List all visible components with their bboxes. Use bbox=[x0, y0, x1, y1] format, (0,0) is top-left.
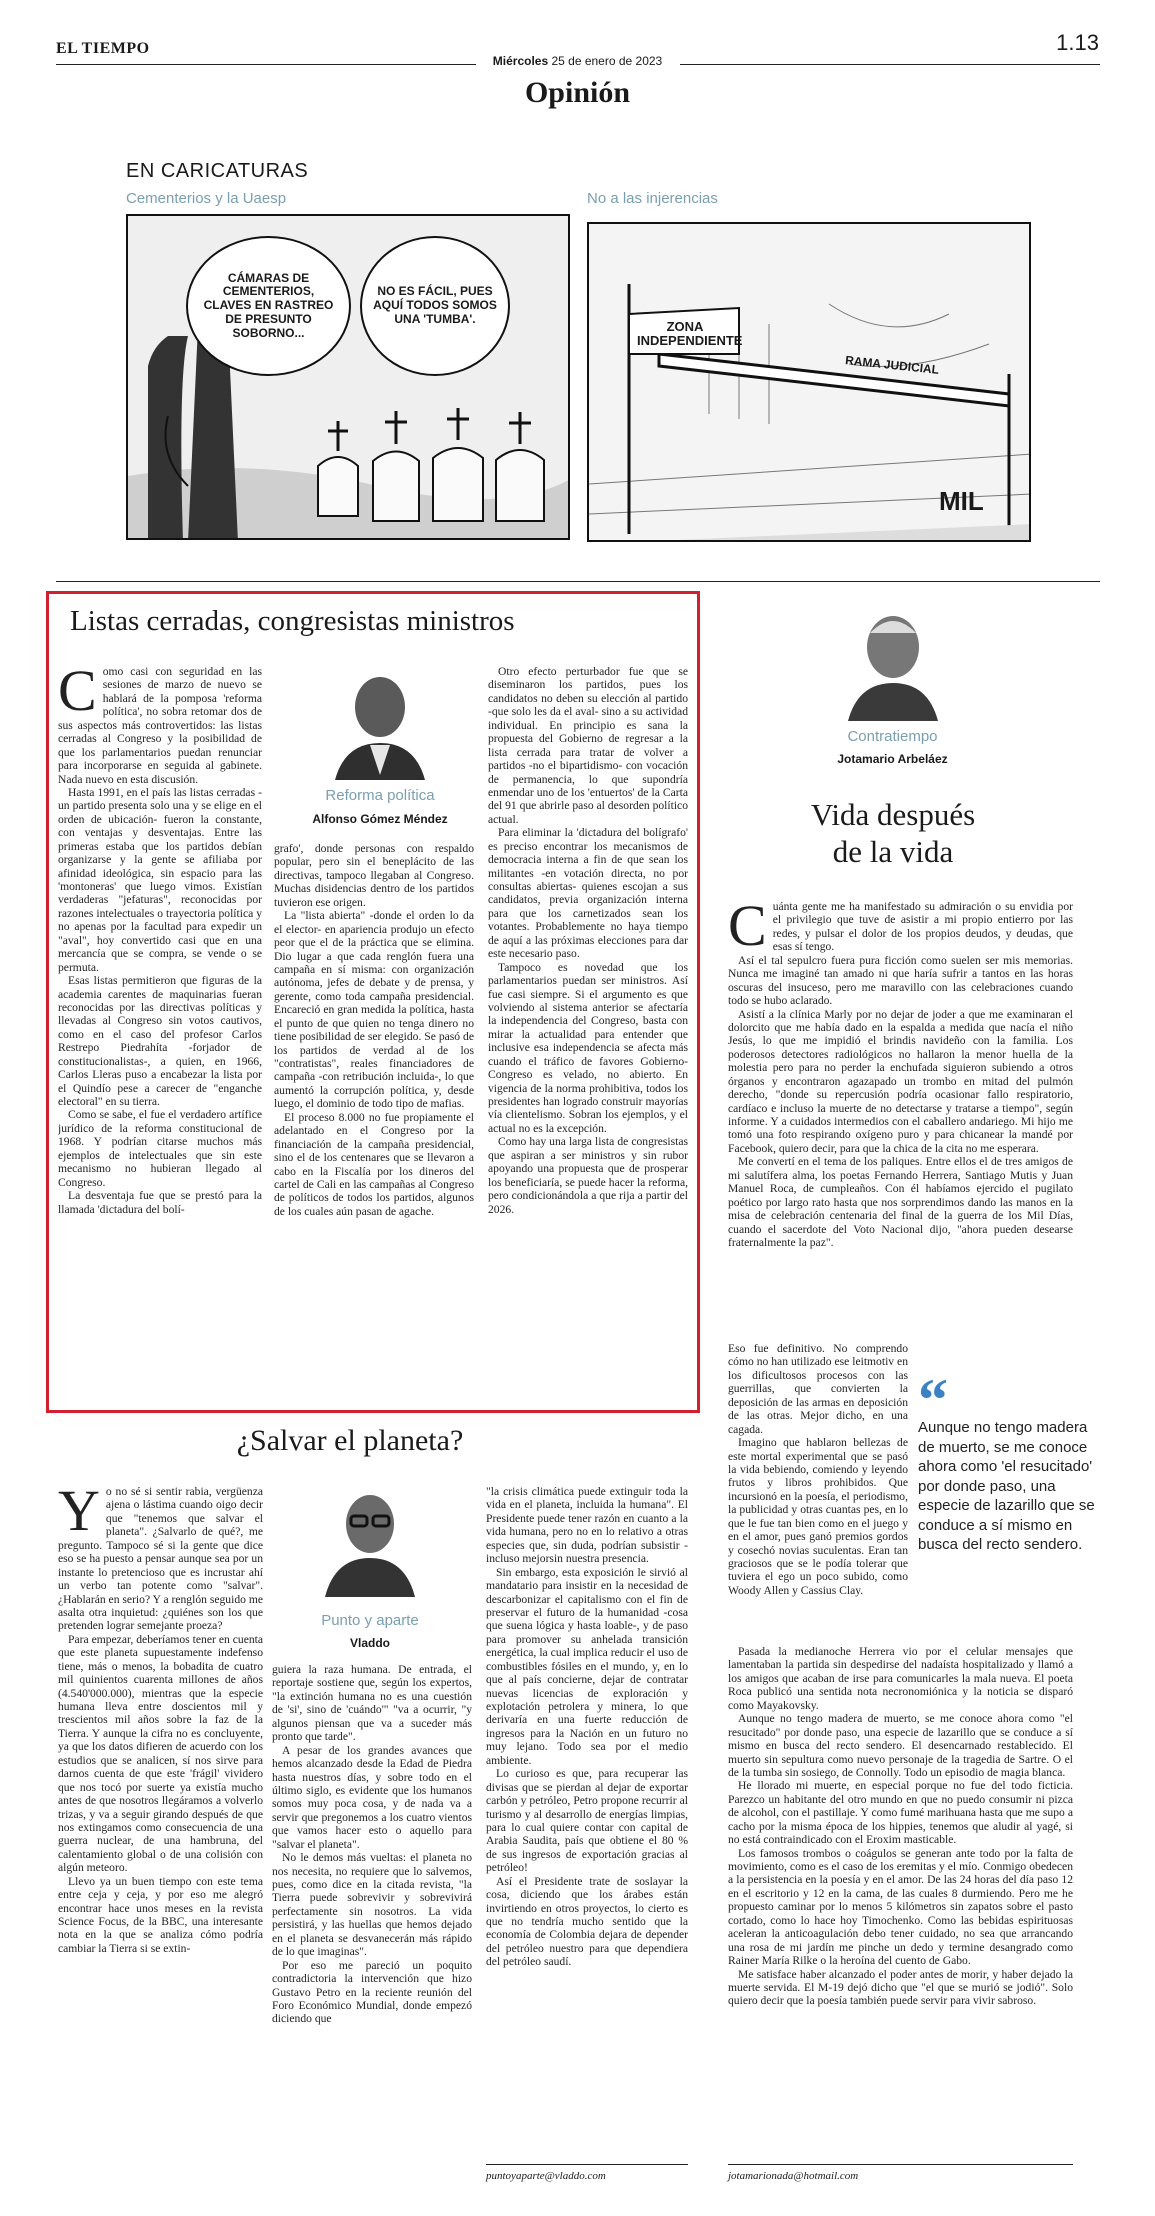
cartoonist-signature: MIL bbox=[939, 486, 984, 516]
article3-narrow-text bbox=[728, 1342, 908, 1642]
article3-paragraph: He llorado mi muerte, en especial porque no fue del todo ficticia. Parezco un habitante del otro mundo en que no puedo consumir ni pizca de alcohol, con el pastillaje. Y como fumé marihuana hasta que me supo a cacho por la misma época de los hippies, tenemos que aludir al yagé, si no está contraindicado con el Eroxim masticable. bbox=[728, 1779, 1073, 1847]
article3-bottom-text bbox=[728, 1645, 1073, 2161]
author-photo-arbelaez bbox=[838, 603, 948, 721]
article3-paragraph: uánta gente me ha manifestado su admiración o su envidia por el privilegio que tuve de asistir a mi propio entierro por las redes, y pulsar el dolor de los propios deudos, y deudas, que esas sí tengo. bbox=[772, 900, 1073, 954]
article3-title-line2: de la vida bbox=[832, 834, 954, 870]
article1-author: Alfonso Gómez Méndez bbox=[312, 812, 448, 826]
article3-paragraph: Aunque no tengo madera de muerto, se me conoce ahora como "el resucitado" por donde paso, una especie de lazarillo que se conduce a sí mismo en busca del recto sendero. El desencarnado restablecido. El muerto sin sepultura como nuevo personaje de la tragedia de Sartre. O el de la tumba sin sosiego, de Connolly. Todo un episodio de magia blanca. bbox=[728, 1712, 1073, 1779]
article2-title: ¿Salvar el planeta? bbox=[236, 1424, 464, 1457]
article3-top-text bbox=[728, 900, 1073, 1342]
article2-column-1 bbox=[58, 1485, 263, 2175]
article3-paragraph: Imagino que hablaron bellezas de este mortal experimental que se pasó la vida bebiendo, comiendo y leyendo frutos y libros prohibidos. Que incursionó en la poesía, el periodismo, la publicidad y otras cuantas pes, en lo que le fue tan bien como en el juego y en el amor, pues ganó premios gordos y cosechó novias suculentas. Eran tan graciosos que se le podía tolerar que tuviera el ego un poco subido, como Woody Allen y Cassius Clay. bbox=[728, 1436, 908, 1597]
article1-paragraph: omo casi con seguridad en las sesiones de marzo de nuevo se hablará de la pomposa 'reforma política', no sobra retomar dos de sus aspectos más controvertidos: las listas cerradas al Congreso y la posibilidad de que los parlamentarios puedan renunciar para incorporarse en seguida al gabinete. Nada nuevo en esta discusión. bbox=[58, 665, 262, 786]
barrier-label: RAMA JUDICIAL bbox=[844, 353, 940, 377]
article2-email[interactable]: puntoyaparte@vladdo.com bbox=[486, 2170, 606, 2182]
article1-paragraph: El proceso 8.000 no fue propiamente el adelantado en el Congreso por la financiación de la campaña presidencial, sino el de los centenares que se llevaron a cabo en la Fiscalía por los dineros del cartel de Cali en las campañas al Congreso de políticos de todos los partidos, algunos de los cuales aún pasan de agache. bbox=[274, 1110, 474, 1218]
article1-paragraph: Para eliminar la 'dictadura del bolígrafo' es preciso encontrar los mecanismos de democracia interna a fin de que sean los militantes -en votación directa, no por consultas abiertas- quienes escojan a sus candidatos, previa organización interna para que los carnetizados sean los votantes. Probablemente no haya tiempo de aquí a las próximas elecciones para dar este necesario paso. bbox=[488, 826, 688, 961]
caricaturas-title: EN CARICATURAS bbox=[126, 160, 309, 182]
article3-title bbox=[728, 796, 1058, 870]
portrait-drawing bbox=[325, 665, 435, 780]
article2-paragraph: Llevo ya un buen tiempo con este tema entre ceja y ceja, y por eso me alegró encontrar hace unos meses en la revista Science Focus, de la BBC, una interesante nota en la que se analiza cómo podría cambiar la Tierra si se extin- bbox=[58, 1874, 263, 1955]
article2-section-label: Punto y aparte bbox=[321, 1612, 419, 1629]
article3-paragraph: Asistí a la clínica Marly por no dejar de joder a que me examinaran el dolorcito que me había dado en la espalda a medida que nacía el niño Jesús, lo que me impidió el brindis navideño con la familia. Los poderosos detectores radiológicos no hallaron la menor huella de la molestia pero para no perder la enchufada siguieron subiendo a otros órganos y encontraron agazapado un trombo en mitad del pulmón derecho, "donde su repercusión podría ocasionar fallo respiratorio, cardíaco e incluso la muerte de no detectarse y tratarse a tiempo", según informe. Y a cuidados intermedios con el caballero andariego. Mi hijo me tomó una foto respirando oxígeno puro y para chicanear la mandé por Facebook, quiero decir, para que la chica de la cita no me esperara. bbox=[728, 1007, 1073, 1155]
article2-paragraph: Para empezar, deberíamos tener en cuenta que este planeta supuestamente indefenso tiene, más o menos, la bobadita de cuatro mil quinientos cuarenta millones de años (4.540'000.000), mientras que la especie humana lleva entre doscientos mil y trescientos mil años sobre la faz de la Tierra. Y aunque la cifra no es concluyente, ya que los datos difieren de acuerdo con los estudios que se analicen, sí nos sirve para darnos cuenta de que este 'frágil' vividero que nos tocó por suerte ya existía mucho antes de que nosotros llegáramos a volverlo trizas, y va a seguir girando después de que nos extingamos como consecuencia de una guerra nuclear, de una hambruna, del calentamiento global o de una colisión con algún meteoro. bbox=[58, 1632, 263, 1875]
article2-paragraph: guiera la raza humana. De entrada, el reportaje sostiene que, según los expertos, "la extinción humana no es una cuestión de 'si', sino de 'cuándo'" "va a ocurrir, "y algunos piensan que va a suceder más pronto que tarde". bbox=[272, 1663, 472, 1744]
portrait-drawing bbox=[838, 603, 948, 721]
article3-title-line1: Vida después bbox=[810, 797, 976, 832]
article2-paragraph: A pesar de los grandes avances que hemos alcanzado desde la Edad de Piedra hasta nuestros días, y sobre todo en el último siglo, es evidente que los humanos somos muy poca cosa, y de nada va a servir que pregonemos a los cuatro vientos que vamos hacer esto o aquello para "salvar el planeta". bbox=[272, 1743, 472, 1851]
article2-paragraph: Lo curioso es que, para recuperar las divisas que se pierdan al dejar de exportar carbón y petróleo, Petro propone recurrir al turismo y al desarrollo de energías limpias, para lo cual quiere contar con capital de Arabia Saudita, país que obtiene el 80 % de sus ingresos de exportación gracias al petróleo! bbox=[486, 1767, 688, 1875]
article1-paragraph: Esas listas permitieron que figuras de la academia carentes de maquinarias fueran reconocidas por las directivas políticas y llevadas al Congreso sin votos cautivos, como en el caso del profesor Carlos Restrepo Piedrahíta -forjador de constitucionalistas-, a quien, en 1966, Carlos Lleras puso a encabezar la lista por el Quindío pese a carecer de "enganche electoral" en su tierra. bbox=[58, 974, 262, 1108]
newspaper-brand: EL TIEMPO bbox=[56, 40, 150, 57]
cartoon-right-caption: No a las injerencias bbox=[587, 190, 718, 207]
article2-paragraph: Por eso me pareció un poquito contradictoria la intervención que hizo Gustavo Petro en la reciente reunión del Foro Económico Mundial, donde empezó diciendo que bbox=[272, 1958, 472, 2026]
header-rule-left bbox=[56, 64, 476, 65]
portrait-drawing bbox=[315, 1482, 425, 1597]
article3-paragraph: Los famosos trombos o coágulos se generan ante todo por la falta de movimiento, como es el caso de los eremitas y el mío. Conmigo obedecen a la persistencia en la poesía y en el amor. De las 24 horas del día paso 12 en el escritorio y 12 en la cama, de las cuales 8 durmiendo. Pero me he propuesto caminar por lo menos 5 kilómetros sin zapatos sobre el pasto cortado, como lo hace hoy Timochenko. Como las bebidas espirituosas aceleran la anticoagulación debo tener cuidado, no sea que arrancando una rosa de mi jardín me pinche un dedo y termine desangrado como Rainer María Rilke o la heroína del cuento de Gabo. bbox=[728, 1846, 1073, 1968]
article2-column-3 bbox=[486, 1485, 688, 2160]
dropcap-c: C bbox=[58, 665, 97, 723]
article1-paragraph: grafo', donde personas con respaldo popular, pero sin el beneplácito de las directivas, tampoco llegaban al Congreso. Muchas disidencias dentro de los partidos tuvieron ese origen. bbox=[274, 842, 474, 909]
article3-paragraph: Me convertí en el tema de los paliques. Entre ellos el de tres amigos de mi salutífera alma, los poetas Fernando Herrera, Santiago Mutis y Juan Manuel Roca, de cumpleaños. Con él habíamos ejercido el pugilato poético por largo rato hasta que nos sorprendimos dando las manos en la misa de celebración centenaria del final de la guerra de los Mil Días, cuando el sacerdote del Voto Nacional dijo, "ahora pueden desearse fraternalmente la paz". bbox=[728, 1155, 1073, 1249]
article3-paragraph: Eso fue definitivo. No comprendo cómo no han utilizado ese leitmotiv en los dificultosos procesos con las guerrillas, que convierten la deposición de las armas en deposición de las otras. Mejor dicho, en una cagada. bbox=[728, 1342, 908, 1436]
article1-paragraph: La desventaja fue que se prestó para la llamada 'dictadura del bolí- bbox=[58, 1189, 262, 1216]
article3-section-label: Contratiempo bbox=[847, 728, 938, 745]
article3-email[interactable]: jotamarionada@hotmail.com bbox=[728, 2170, 859, 2182]
speech-bubble-1: CÁMARAS DE CEMENTERIOS, CLAVES EN RASTREO DE PRESUNTO SOBORNO... bbox=[186, 236, 351, 376]
article1-paragraph: Hasta 1991, en el país las listas cerradas -un partido presenta solo una y se elige en el orden de ubicación- fueron la constante, con ventajas y desventajas. Entre las primeras estaba que los partidos debían organizarse y la gente se afiliaba por afinidad ideológica, sin espacio para las 'montoneras' que luego vimos. Existían verdaderas "jefaturas", reconocidas por razones intelectuales o trayectoria política y no apenas por la facultad para expedir un "aval", hoy convertido casi que en una mercancía que se compra, se vende o se permuta. bbox=[58, 785, 262, 974]
article2-paragraph: "la crisis climática puede extinguir toda la vida en el planeta, incluida la humana". El Presidente puede tener razón en cuanto a la vida humana, pero no en lo relativo a otras especies que, sin duda, podrían subsistir -incluso mejorsin nuestra presencia. bbox=[486, 1485, 688, 1566]
author-photo-gomez bbox=[325, 665, 435, 780]
cartoon-left-caption: Cementerios y la Uaesp bbox=[126, 190, 287, 207]
article2-paragraph: No le demos más vueltas: el planeta no nos necesita, no requiere que lo salvemos, pues, como dice en la citada revista, "la Tierra puede sobrevivir y sobrevivirá perfectamente sin nosotros. La vida persistirá, y las huellas que hemos dejado en el planeta se desvanecerán más rápido de lo que imaginas". bbox=[272, 1851, 472, 1959]
cartoon-zona-independiente bbox=[587, 222, 1031, 542]
article2-paragraph: o no sé si sentir rabia, vergüenza ajena o lástima cuando oigo decir que "tenemos que salvar el planeta". ¿Salvarlo de qué?, me pregunto. Tampoco sé si la gente que dice eso se ha puesto a pensar aunque sea por un instante lo pretencioso que es incrustar ahí un verbo tan potente como "salvar". ¿Hablarán en serio? Y a renglón seguido me asalta otra inquietud: ¿quiénes son los que pretenden lograr semejante proeza? bbox=[58, 1485, 263, 1633]
article3-paragraph: Me satisface haber alcanzado el poder antes de morir, y haber dejado la muerte servida. El M-19 dejó dicho que "el que se murió se jodió". Solo quiero decir que la poesía también puede servir para vivir sabroso. bbox=[728, 1967, 1073, 2008]
header-rule-right bbox=[680, 64, 1100, 65]
article1-title: Listas cerradas, congresistas ministros bbox=[70, 605, 515, 637]
dropcap-c2: C bbox=[728, 900, 767, 958]
article1-column-3 bbox=[488, 665, 688, 1390]
article1-section-label: Reforma política bbox=[325, 787, 435, 804]
email-rule bbox=[486, 2164, 688, 2165]
cartoon-cemetery bbox=[126, 214, 570, 540]
article1-column-2 bbox=[274, 842, 474, 1387]
article3-paragraph: Así el tal sepulcro fuera pura ficción como suelen ser mis memorias. Nunca me imaginé tan amado ni que haría sufrir a tantos en las horas oscuras del insuceso, pero me maravillo con las celebraciones cuando todo se hubo aclarado. bbox=[728, 953, 1073, 1008]
page-number: 1.13 bbox=[1056, 30, 1099, 55]
article1-paragraph: Como se sabe, el fue el verdadero artífice jurídico de la reforma constitucional de 1968. Y podrían citarse muchos más ejemplos de intelectuales que sin este mecanismo no hubieran llegado al Congreso. bbox=[58, 1108, 262, 1189]
pull-quote: Aunque no tengo madera de muerto, se me conoce ahora como 'el resucitado' por donde paso, una especie de lazarillo que se conduce a sí mismo en busca del recto sendero. bbox=[918, 1419, 1095, 1553]
article2-paragraph: Así el Presidente trate de soslayar la cosa, diciendo que los árabes están invirtiendo en otros proyectos, lo cierto es que no tendría mucho sentido que la economía de Colombia dejara de depender del petróleo nuestro para que dependiera del petróleo saudí. bbox=[486, 1874, 688, 1969]
cartoon-cemetery-drawing bbox=[128, 216, 570, 540]
article1-paragraph: Tampoco es novedad que los parlamentarios puedan ser ministros. Así fue casi siempre. Si el argumento es que volviendo al sistema anterior se afectaría la independencia del Congreso, basta con mirar la actualidad para entender que inclusive esa independencia se afecta más cuando el tráfico de favores Gobierno-Congreso es velado, no abierto. En vigencia de la norma prohibitiva, todos los presidentes han logrado construir mayorías vía clientelismo. Sobran los ejemplos, y el actual no es la excepción. bbox=[488, 960, 688, 1135]
quote-mark-icon: “ bbox=[918, 1367, 948, 1433]
section-title: Opinión bbox=[524, 76, 631, 109]
issue-date: Miércoles 25 de enero de 2023 bbox=[492, 54, 663, 68]
article1-paragraph: La "lista abierta" -donde el orden lo da el elector- en apariencia produjo un efecto peor que el de la práctica que se elimina. Dio lugar a que cada renglón fuera una campaña en sí misma: con organización autónoma, jefes de debate y de prensa, y gerente, como toda campaña presidencial. Encareció en gran medida la política, hasta el punto de que quien no tenga dinero no tiene posibilidad de ser elegido. Se pasó de los partidos de verdad al de los "contratistas", reales financiadores de campaña -con retribución incluida-, lo que aumentó la corrupción política, y, desde luego, el dominio de todo tipo de mafias. bbox=[274, 909, 474, 1111]
zone-sign: ZONA INDEPENDIENTE bbox=[637, 319, 743, 349]
article3-paragraph: Pasada la medianoche Herrera vio por el celular mensajes que lamentaban la partida sin despedirse del nadaísta hospitalizado y llamó a los amigos que acaban de irse para comunicarles la mala nueva. El poeta Roca publicó una sentida nota necronomiónica y la noticia se disparó como Mayakovsky. bbox=[728, 1645, 1073, 1712]
article2-author: Vladdo bbox=[349, 1636, 390, 1650]
email-rule bbox=[728, 2164, 1073, 2165]
article1-column-1 bbox=[58, 665, 262, 1360]
article1-paragraph: Otro efecto perturbador fue que se diseminaron los partidos, pues los candidatos no deben su elección al partido -que solo les da el aval- sino a su actividad individual. En principio es sana la propuesta del Gobierno de regresar a la lista cerrada para tratar de volver a partidos -no el bipartidismo- con vocación de permanencia, lo que supondría enmendar uno de los 'entuertos' de la Carta del 91 que abrirle paso al desorden político actual. bbox=[488, 665, 688, 826]
article2-paragraph: Sin embargo, esta exposición le sirvió al mandatario para insistir en la necesidad de descarbonizar el capitalismo con el fin de preservar el futuro de la humanidad -cosa que suena lógica y hasta loable-, y de paso para promover su anhelada transición energética, la cual implica reducir el uso de combustibles fósiles en el mundo, y, en lo que al país concierne, dejar de contratar nuevas licencias de exploración y explotación petrolera y minera, lo que derivaría en una fuerte reducción de ingresos para la Nación en un futuro no muy lejano. Todo sea por el medio ambiente. bbox=[486, 1565, 688, 1767]
author-photo-vladdo bbox=[315, 1482, 425, 1597]
dropcap-y: Y bbox=[58, 1485, 100, 1543]
section-divider bbox=[56, 581, 1100, 582]
article3-author: Jotamario Arbeláez bbox=[837, 752, 948, 766]
speech-bubble-2: NO ES FÁCIL, PUES AQUÍ TODOS SOMOS UNA 'TUMBA'. bbox=[360, 236, 510, 376]
article2-column-2 bbox=[272, 1663, 472, 2163]
article1-paragraph: Como hay una larga lista de congresistas que aspiran a ser ministros y sin rubor apoyando una propuesta que de prosperar los beneficiaría, se puede hacer la reforma, pero condicionándola a que rija a partir del 2026. bbox=[488, 1135, 688, 1216]
